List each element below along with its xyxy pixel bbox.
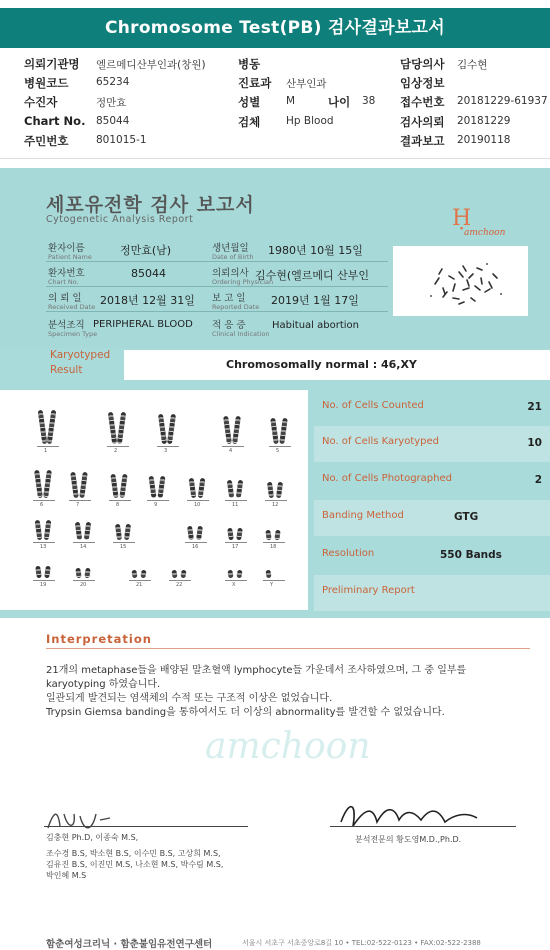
interpretation-text xyxy=(46,664,516,720)
indication-label: 적 응 증 xyxy=(212,320,246,331)
report-head xyxy=(0,168,550,348)
stat-label: Preliminary Report xyxy=(322,585,415,596)
patient-label: 수진자 xyxy=(24,95,58,109)
chromosome-number-label: 22 xyxy=(176,582,183,588)
chromosome-19 xyxy=(44,566,51,579)
footer-clinic-name xyxy=(46,936,212,950)
chromosome-X xyxy=(227,570,233,579)
interpretation-section xyxy=(0,618,550,950)
stat-row xyxy=(314,538,550,574)
chromosome-1 xyxy=(38,410,48,444)
signer-left: 김충현 Ph.D, 이종숙 M.S, xyxy=(46,833,139,842)
chromosome-16 xyxy=(196,526,203,541)
chromosome-11 xyxy=(236,480,243,499)
chromosome-5 xyxy=(270,418,279,444)
chromosome-baseline xyxy=(169,580,191,581)
ward-label: 병동 xyxy=(238,57,261,71)
chromosome-number-label: 13 xyxy=(40,544,47,550)
chromosome-8 xyxy=(110,474,118,498)
reported-value: 2019년 1월 17일 xyxy=(271,294,359,307)
chromosome-3 xyxy=(167,414,176,444)
chromosome-3 xyxy=(158,414,167,444)
chromosome-number-label: 2 xyxy=(114,448,118,454)
chromosome-number-label: Y xyxy=(270,582,274,588)
chromosome-4 xyxy=(223,416,232,444)
chromosome-baseline xyxy=(263,580,285,581)
chromosome-baseline xyxy=(269,446,291,447)
chromosome-14 xyxy=(75,522,82,541)
dept-value: 산부인과 xyxy=(286,78,327,90)
interpretation-paragraph: Trypsin Giemsa banding을 통하여서도 더 이상의 abnormality를 발견할 수 없었습니다. xyxy=(46,707,445,718)
karyotyped-result-label xyxy=(50,348,110,378)
chromosome-number-label: 7 xyxy=(76,502,80,508)
logo-text: amchoon xyxy=(464,228,506,238)
dob-label-en: Date of Birth xyxy=(212,253,254,261)
received-label-en: Received Date xyxy=(48,303,96,311)
stat-label: Banding Method xyxy=(322,510,404,521)
chromosome-6 xyxy=(43,470,52,498)
chromosome-baseline xyxy=(225,542,247,543)
request-date-label: 검사의뢰 xyxy=(400,115,445,129)
chromosome-number-label: 18 xyxy=(270,544,277,550)
chromosome-baseline xyxy=(73,542,95,543)
left-signature-image xyxy=(44,806,114,834)
id-label: 주민번호 xyxy=(24,134,69,148)
stat-row xyxy=(314,463,550,499)
chromosome-Y xyxy=(265,570,271,579)
chromosome-baseline xyxy=(225,580,247,581)
chromosome-number-label: 21 xyxy=(136,582,143,588)
institution-label: 의뢰기관명 xyxy=(24,57,80,71)
report-date-label: 결과보고 xyxy=(400,134,445,148)
chromosome-baseline xyxy=(113,542,135,543)
stat-row xyxy=(314,575,550,611)
stat-value: GTG xyxy=(454,511,479,523)
age-label: 나이 xyxy=(328,95,351,109)
patient-name-label-en: Patient Name xyxy=(48,253,92,261)
chart-no-label-en: Chart No. xyxy=(48,278,79,286)
row-divider xyxy=(46,311,388,312)
chromosome-15 xyxy=(115,524,122,541)
stat-value: 2 xyxy=(534,474,542,486)
chromosome-baseline xyxy=(109,500,131,501)
chromosome-18 xyxy=(274,530,280,541)
chart-no-value: 85044 xyxy=(131,267,166,280)
logo-mark-icon: Ḥ xyxy=(452,206,472,231)
stat-row xyxy=(314,426,550,462)
chromosome-1 xyxy=(47,410,57,444)
stat-label: Resolution xyxy=(322,548,375,559)
chromosome-17 xyxy=(227,528,234,541)
staff-line: 김유진 B.S, 이진민 M.S, 나소현 M.S, 박수림 M.S, xyxy=(46,860,224,869)
chromosome-10 xyxy=(189,478,197,499)
chromosome-number-label: 11 xyxy=(232,502,239,508)
chromosome-baseline xyxy=(222,446,244,447)
chromosome-20 xyxy=(84,568,90,579)
signer-right: 분석전문의 황도영M.D.,Ph.D. xyxy=(355,835,462,844)
patient-value: 정만효 xyxy=(96,97,127,109)
chromosome-baseline xyxy=(69,500,91,501)
chromosome-number-label: 3 xyxy=(164,448,168,454)
chromosome-13 xyxy=(44,520,52,541)
chromosome-baseline xyxy=(265,500,287,501)
sex-value: M xyxy=(286,95,296,107)
chromosome-baseline xyxy=(129,580,151,581)
reported-label: 보 고 일 xyxy=(212,293,246,304)
patient-name-value: 정만효(남) xyxy=(120,244,172,257)
chromosome-22 xyxy=(180,570,186,579)
sex-label: 성별 xyxy=(238,95,261,109)
chromosome-number-label: 14 xyxy=(80,544,87,550)
report-title: 세포유전학 검사 보고서 xyxy=(46,194,255,216)
chromosome-number-label: X xyxy=(232,582,236,588)
chromosome-number-label: 9 xyxy=(154,502,158,508)
interpretation-paragraph: 일관되게 발견되는 염색체의 수적 또는 구조적 이상은 없었습니다. xyxy=(46,693,333,704)
report-title-banner: Chromosome Test(PB) 검사결과보고서 xyxy=(0,8,550,48)
report-date-value: 20190118 xyxy=(457,134,511,146)
signature-rule-right xyxy=(330,826,516,827)
chromosome-7 xyxy=(70,472,79,498)
chromosome-17 xyxy=(236,528,243,541)
chromosome-9 xyxy=(157,476,165,498)
row-divider xyxy=(46,261,388,262)
karyotyped-label-line2: Result xyxy=(50,364,83,376)
karyotype-result: Chromosomally normal : 46,XY xyxy=(124,350,550,380)
chromosome-number-label: 12 xyxy=(272,502,279,508)
doctor-value: 김수현 xyxy=(457,59,488,71)
received-value: 2018년 12월 31일 xyxy=(100,294,195,307)
indication-label-en: Clinical Indication xyxy=(212,330,270,338)
chromosome-number-label: 20 xyxy=(80,582,87,588)
signature-rule-left xyxy=(44,826,248,827)
stat-value: 10 xyxy=(527,437,542,449)
doctor-label: 담당의사 xyxy=(400,57,445,71)
chart-label: Chart No. xyxy=(24,114,86,128)
interpretation-rule xyxy=(46,648,530,649)
chromosome-number-label: 5 xyxy=(276,448,280,454)
chromosome-baseline xyxy=(107,446,129,447)
stat-label: No. of Cells Counted xyxy=(322,400,424,411)
specimen-label: 검체 xyxy=(238,115,261,129)
stat-label: No. of Cells Karyotyped xyxy=(322,436,440,447)
chromosome-baseline xyxy=(37,446,59,447)
chromosome-19 xyxy=(35,566,42,579)
chromosome-2 xyxy=(108,412,117,444)
chromosome-9 xyxy=(148,476,156,498)
metaphase-spread-image xyxy=(393,246,528,316)
chromosome-number-label: 19 xyxy=(40,582,47,588)
staff-line: 조수경 B.S, 박소현 B.S, 이수민 B.S, 고상희 M.S, xyxy=(46,849,221,858)
karyogram-image xyxy=(0,390,308,610)
hospital-code-label: 병원코드 xyxy=(24,76,69,90)
request-date-value: 20181229 xyxy=(457,115,511,127)
chromosome-13 xyxy=(35,520,43,541)
chromosome-number-label: 1 xyxy=(44,448,48,454)
dept-label: 진료과 xyxy=(238,76,272,90)
receipt-value: 20181229-61937 xyxy=(457,95,548,107)
chromosome-12 xyxy=(267,482,274,499)
indication-value: Habitual abortion xyxy=(272,320,359,331)
cytogenetic-report xyxy=(0,168,550,950)
chart-value: 85044 xyxy=(96,115,130,127)
footer-address: 서울시 서초구 서초중앙로8길 10 • TEL:02-522-0123 • FAX:02-522-2388 xyxy=(242,939,481,947)
watermark-logo: amchoon xyxy=(205,726,371,767)
chromosome-baseline xyxy=(157,446,179,447)
karyotyped-label-line1: Karyotyped xyxy=(50,349,111,361)
chromosome-X xyxy=(236,570,242,579)
chromosome-8 xyxy=(119,474,127,498)
institution-value: 엘르메디산부인과(창원) xyxy=(96,59,206,71)
stat-value: 21 xyxy=(527,401,542,413)
chromosome-baseline xyxy=(33,500,55,501)
id-value: 801015-1 xyxy=(96,134,147,146)
chromosome-20 xyxy=(75,568,81,579)
chromosome-12 xyxy=(276,482,283,499)
chromosome-15 xyxy=(124,524,131,541)
footer-name: 함춘여성크리닉 · 함춘불임유전연구센터 xyxy=(46,939,213,950)
physician-label: 의뢰의사 xyxy=(212,268,249,279)
hamchoon-logo xyxy=(452,206,522,236)
chromosome-number-label: 15 xyxy=(120,544,127,550)
chromosome-number-label: 10 xyxy=(194,502,201,508)
chromosome-baseline xyxy=(263,542,285,543)
report-subtitle: Cytogenetic Analysis Report xyxy=(46,214,194,225)
chromosome-baseline xyxy=(147,500,169,501)
specimen-type-label: 분석조직 xyxy=(48,320,85,331)
chromosome-baseline xyxy=(73,580,95,581)
chromosome-11 xyxy=(227,480,234,499)
chromosome-4 xyxy=(232,416,241,444)
chromosome-21 xyxy=(131,570,137,579)
chart-no-label: 환자번호 xyxy=(48,268,85,279)
chromosome-5 xyxy=(279,418,288,444)
specimen-value: Hp Blood xyxy=(286,115,334,127)
chromosome-baseline xyxy=(187,500,209,501)
chromosome-baseline xyxy=(33,580,55,581)
chromosome-2 xyxy=(117,412,126,444)
stat-row xyxy=(314,390,550,426)
chromosome-7 xyxy=(79,472,88,498)
interpretation-title: Interpretation xyxy=(46,632,152,646)
staff-line: 박인혜 M.S xyxy=(46,871,87,880)
chromosome-number-label: 17 xyxy=(232,544,239,550)
chromosome-14 xyxy=(84,522,91,541)
patient-info-header xyxy=(0,52,550,152)
chromosome-10 xyxy=(198,478,206,499)
stat-value: 550 Bands xyxy=(440,549,502,561)
chromosome-21 xyxy=(140,570,146,579)
specimen-type-value: PERIPHERAL BLOOD xyxy=(93,319,193,330)
stat-label: No. of Cells Photographed xyxy=(322,473,452,484)
chromosome-baseline xyxy=(225,500,247,501)
age-value: 38 xyxy=(362,95,376,107)
clinical-info-label: 임상정보 xyxy=(400,76,445,90)
specimen-type-label-en: Specimen Type xyxy=(48,330,98,338)
interpretation-paragraph: 21개의 metaphase들을 배양된 말초혈액 lymphocyte들 가운데서 조사하였으며, 그 중 일부를 karyotyping 하였습니다. xyxy=(46,665,467,690)
dob-value: 1980년 10월 15일 xyxy=(268,244,363,257)
chromosome-baseline xyxy=(185,542,207,543)
row-divider xyxy=(46,286,388,287)
chromosome-number-label: 6 xyxy=(40,502,44,508)
reported-label-en: Reported Date xyxy=(212,303,260,311)
chromosome-number-label: 4 xyxy=(229,448,233,454)
header-divider xyxy=(0,158,550,159)
patient-name-label: 환자이름 xyxy=(48,243,85,254)
hospital-code-value: 65234 xyxy=(96,76,130,88)
chromosome-18 xyxy=(265,530,271,541)
chromosome-number-label: 8 xyxy=(116,502,120,508)
stat-row xyxy=(314,500,550,536)
chromosome-6 xyxy=(34,470,43,498)
physician-label-en: Ordering Physician xyxy=(212,278,274,286)
received-label: 의 뢰 일 xyxy=(48,293,82,304)
receipt-label: 접수번호 xyxy=(400,95,445,109)
chromosome-number-label: 16 xyxy=(192,544,199,550)
chromosome-16 xyxy=(187,526,194,541)
chromosome-baseline xyxy=(33,542,55,543)
dob-label: 생년월일 xyxy=(212,243,249,254)
physician-value: 김수현(엘르메디 산부인 xyxy=(255,269,370,282)
chromosome-22 xyxy=(171,570,177,579)
